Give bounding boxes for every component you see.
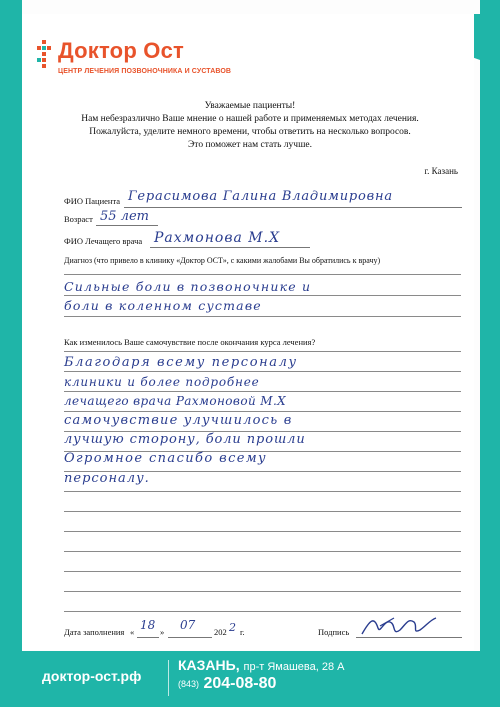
patient-name-value[interactable]: Герасимова Галина Владимировна bbox=[128, 189, 393, 204]
ruled-line bbox=[64, 295, 461, 296]
date-open-quote: « bbox=[130, 627, 135, 637]
diagnosis-answer-line[interactable]: Сильные боли в позвоночнике и bbox=[64, 279, 312, 294]
diagnosis-label: Диагноз (что привело в клинику «Доктор ОСТ», с какими жалобами Вы обратились к врачу) bbox=[64, 256, 381, 265]
ruled-line bbox=[64, 351, 461, 352]
city-label: г. Казань bbox=[424, 166, 458, 176]
age-underline bbox=[96, 225, 158, 226]
clinic-logo-icon bbox=[34, 40, 54, 70]
ruled-line bbox=[64, 316, 461, 317]
patient-name-label: ФИО Пациента bbox=[64, 196, 121, 206]
intro-line: Пожалуйста, уделите немного времени, чтобы ответить на несколько вопросов. bbox=[89, 127, 411, 137]
feeling-answer-line[interactable]: Благодаря всему персоналу bbox=[64, 355, 298, 370]
date-year-suffix: г. bbox=[240, 627, 245, 637]
doctor-name-value[interactable]: Рахмонова М.Х bbox=[154, 230, 281, 246]
date-year-prefix: 202 bbox=[214, 627, 227, 637]
brand-subtitle: ЦЕНТР ЛЕЧЕНИЯ ПОЗВОНОЧНИКА И СУСТАВОВ bbox=[58, 68, 232, 75]
footer-city: КАЗАНЬ, bbox=[178, 657, 240, 673]
age-value[interactable]: 55 лет bbox=[100, 209, 149, 224]
footer-divider bbox=[168, 660, 169, 696]
footer-phone[interactable] bbox=[178, 675, 276, 693]
signature-label: Подпись bbox=[318, 627, 350, 637]
ruled-line bbox=[64, 571, 461, 572]
feeling-answer-line[interactable]: персоналу. bbox=[64, 471, 150, 486]
feeling-answer-line[interactable]: Огромное спасибо всему bbox=[64, 451, 267, 466]
doctor-name-underline bbox=[150, 247, 310, 248]
ruled-line bbox=[64, 391, 461, 392]
date-day-value[interactable]: 18 bbox=[140, 618, 156, 632]
diagnosis-answer-line[interactable]: боли в коленном суставе bbox=[64, 298, 262, 313]
intro-greeting: Уважаемые пациенты! bbox=[204, 101, 296, 111]
brand-name: Доктор Ост bbox=[58, 38, 184, 63]
footer-website-link[interactable]: доктор-ост.рф bbox=[42, 668, 142, 684]
ruled-line bbox=[64, 531, 461, 532]
date-month-underline bbox=[168, 637, 212, 638]
ruled-line bbox=[64, 551, 461, 552]
ruled-line bbox=[64, 511, 461, 512]
feeling-answer-line[interactable]: лечащего врача Рахмоновой М.Х bbox=[64, 394, 287, 408]
ruled-line bbox=[64, 411, 461, 412]
age-label: Возраст bbox=[64, 214, 93, 224]
footer-phone-number: 204-08-80 bbox=[203, 675, 277, 692]
date-month-value[interactable]: 07 bbox=[180, 618, 196, 632]
ruled-line bbox=[64, 371, 461, 372]
ruled-line bbox=[64, 274, 461, 275]
intro-text bbox=[60, 100, 440, 152]
ruled-line bbox=[64, 491, 461, 492]
date-label: Дата заполнения bbox=[64, 627, 125, 637]
footer-street: пр-т Ямашева, 28 А bbox=[243, 661, 345, 673]
feeling-answer-line[interactable]: самочувствие улучшилось в bbox=[64, 413, 293, 428]
date-year-digit[interactable]: 2 bbox=[229, 621, 236, 634]
feeling-question-label: Как изменилось Ваше самочувствие после окончания курса лечения? bbox=[64, 337, 316, 347]
intro-line: Нам небезразлично Ваше мнение о нашей работе и применяемых методах лечения. bbox=[81, 114, 419, 124]
date-day-underline bbox=[137, 637, 159, 638]
doctor-name-label: ФИО Лечащего врача bbox=[64, 236, 143, 246]
intro-line: Это поможет нам стать лучше. bbox=[188, 140, 312, 150]
feeling-answer-line[interactable]: клиники и более подробнее bbox=[64, 375, 260, 389]
feeling-answer-line[interactable]: лучшую сторону, боли прошли bbox=[64, 432, 306, 447]
signature-mark[interactable] bbox=[360, 612, 440, 640]
footer-address bbox=[178, 657, 344, 673]
date-close-quote: » bbox=[160, 627, 165, 637]
footer-phone-code: (843) bbox=[178, 678, 200, 689]
patient-name-underline bbox=[124, 207, 462, 208]
ruled-line bbox=[64, 591, 461, 592]
